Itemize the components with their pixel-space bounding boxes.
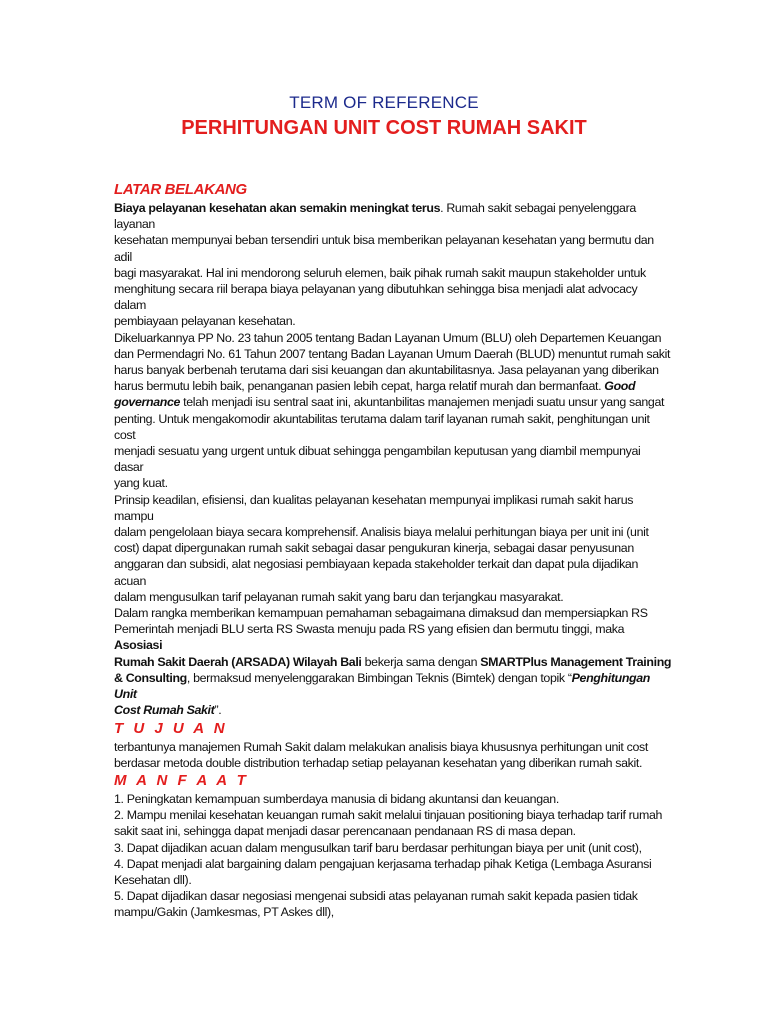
lead-rest: . Rumah sakit sebagai penyelenggara <box>440 201 636 215</box>
paragraph-line: yang kuat. <box>114 476 168 491</box>
paragraph-line: layanan <box>114 217 155 232</box>
paragraph-line <box>114 654 672 670</box>
paragraph-line: harus banyak berbenah terutama dari sisi keuangan dan akuntabilitasnya. Jasa pelayanan yang diberikan <box>114 363 659 378</box>
paragraph-line <box>114 378 650 394</box>
governance-rest: telah menjadi isu sentral saat ini, akuntanbilitas manajemen menjadi suatu unsur yang sangat <box>180 395 665 410</box>
paragraph-line: cost) dapat dipergunakan rumah sakit sebagai dasar pengukuran kinerja, sebagai dasar penyusunan <box>114 541 634 556</box>
paragraph-line: Unit <box>114 687 137 702</box>
topic-part-1: Penghitungan <box>571 670 651 685</box>
paragraph-line: penting. Untuk mengakomodir akuntabilitas terutama dalam tarif layanan rumah sakit, penghitungan unit <box>114 411 650 426</box>
paragraph-line: berdasar metoda double distribution terhadap setiap pelayanan kesehatan yang diberikan rumah sakit. <box>114 755 643 770</box>
paragraph-line: mampu <box>114 508 154 523</box>
paragraph-line <box>114 200 650 216</box>
paragraph-line: menghitung secara riil berapa biaya pelayanan yang dibutuhkan sehingga bisa menjadi alat advocacy <box>114 282 638 297</box>
paragraph-line: Pemerintah menjadi BLU serta RS Swasta menuju pada RS yang efisien dan bermutu tinggi, maka <box>114 622 625 637</box>
paragraph-line: Asosiasi <box>114 638 163 653</box>
list-item: 3. Dapat dijadikan acuan dalam mengusulkan tarif baru berdasar perhitungan biaya per unit (unit cost), <box>114 840 642 855</box>
list-item: Kesehatan dll). <box>114 872 192 887</box>
paragraph-line: dalam pengelolaan biaya secara komprehensif. Analisis biaya melalui perhitungan biaya per unit ini (unit <box>114 525 649 540</box>
list-item: 1. Peningkatan kemampuan sumberdaya manusia di bidang akuntansi dan keuangan. <box>114 791 559 806</box>
list-item: 2. Mampu menilai kesehatan keuangan rumah sakit melalui tinjauan positioning biaya terhadap tarif rumah <box>114 808 663 823</box>
paragraph-line <box>114 394 665 410</box>
paragraph-line: dan Permendagri No. 61 Tahun 2007 tentang Badan Layanan Umum Daerah (BLUD) menuntut rumah sakit <box>114 346 671 361</box>
paragraph-line: menjadi sesuatu yang urgent untuk dibuat sehingga pengambilan keputusan yang diambil mempunyai <box>114 444 641 459</box>
paragraph-line <box>114 670 650 686</box>
paragraph-line: dalam mengusulkan tarif pelayanan rumah sakit yang baru dan terjangkau masyarakat. <box>114 589 564 604</box>
paragraph-line <box>114 702 650 718</box>
paragraph-line: pembiayaan pelayanan kesehatan. <box>114 314 296 329</box>
arsada-rest: bekerja sama dengan <box>361 654 481 669</box>
consulting-name: & Consulting <box>114 670 187 685</box>
document-body <box>114 180 672 921</box>
arsada-name: Rumah Sakit Daerah (ARSADA) Wilayah Bali <box>114 654 362 669</box>
paragraph-line: Prinsip keadilan, efisiensi, dan kualitas pelayanan kesehatan mempunyai implikasi rumah sakit harus <box>114 492 634 507</box>
paragraph-line: anggaran dan subsidi, alat negosiasi pembiayaan kepada stakeholder terkait dan dapat pula dijadikan <box>114 557 639 572</box>
topic-close: ”. <box>214 703 222 718</box>
governance-word: governance <box>114 395 181 410</box>
paragraph-line: dalam <box>114 298 146 313</box>
lead-sentence: Biaya pelayanan kesehatan akan semakin meningkat terus <box>114 201 441 215</box>
list-item: sakit saat ini, sehingga dapat menjadi dasar perencanaan pendanaan RS di masa depan. <box>114 824 576 839</box>
paragraph-line: Dalam rangka memberikan kemampuan pemahaman sebagaimana dimaksud dan mempersiapkan RS <box>114 606 648 621</box>
consulting-rest: , bermaksud menyelenggarakan Bimbingan Teknis (Bimtek) dengan topik “ <box>186 670 572 685</box>
topic-part-3: Cost Rumah Sakit <box>114 703 215 718</box>
document-subtitle: TERM OF REFERENCE <box>289 93 479 112</box>
paragraph-line: kesehatan mempunyai beban tersendiri untuk bisa memberikan pelayanan kesehatan yang bermutu dan <box>114 233 654 248</box>
good-line-text: harus bermutu lebih baik, penanganan pasien lebih cepat, harga relatif murah dan bermanfaat. <box>114 379 605 394</box>
paragraph-line: terbantunya manajemen Rumah Sakit dalam melakukan analisis biaya khususnya perhitungan unit cost <box>114 739 648 754</box>
paragraph-line: adil <box>114 249 132 264</box>
smartplus-name: SMARTPlus Management Training <box>480 654 672 669</box>
list-item: 5. Dapat dijadikan dasar negosiasi mengenai subsidi atas pelayanan rumah sakit kepada pasien tidak <box>114 889 638 904</box>
paragraph-line: bagi masyarakat. Hal ini mendorong seluruh elemen, baik pihak rumah sakit maupun stakeholder untuk <box>114 265 646 280</box>
list-item: mampu/Gakin (Jamkesmas, PT Askes dll), <box>114 905 334 920</box>
section-title-manfaat: M A N F A A T <box>114 771 249 789</box>
list-item: 4. Dapat menjadi alat bargaining dalam pengajuan kerjasama terhadap pihak Ketiga (Lembaga Asuransi <box>114 856 652 871</box>
section-title-tujuan: T U J U A N <box>114 719 228 737</box>
paragraph-line: dasar <box>114 460 144 475</box>
paragraph-line: Dikeluarkannya PP No. 23 tahun 2005 tentang Badan Layanan Umum (BLU) oleh Departemen Keuangan <box>114 330 662 345</box>
paragraph-line: cost <box>114 427 136 442</box>
good-word: Good <box>604 379 636 394</box>
document-title: PERHITUNGAN UNIT COST RUMAH SAKIT <box>181 117 587 139</box>
section-title-latar-belakang: LATAR BELAKANG <box>114 181 247 198</box>
paragraph-line: acuan <box>114 573 147 588</box>
